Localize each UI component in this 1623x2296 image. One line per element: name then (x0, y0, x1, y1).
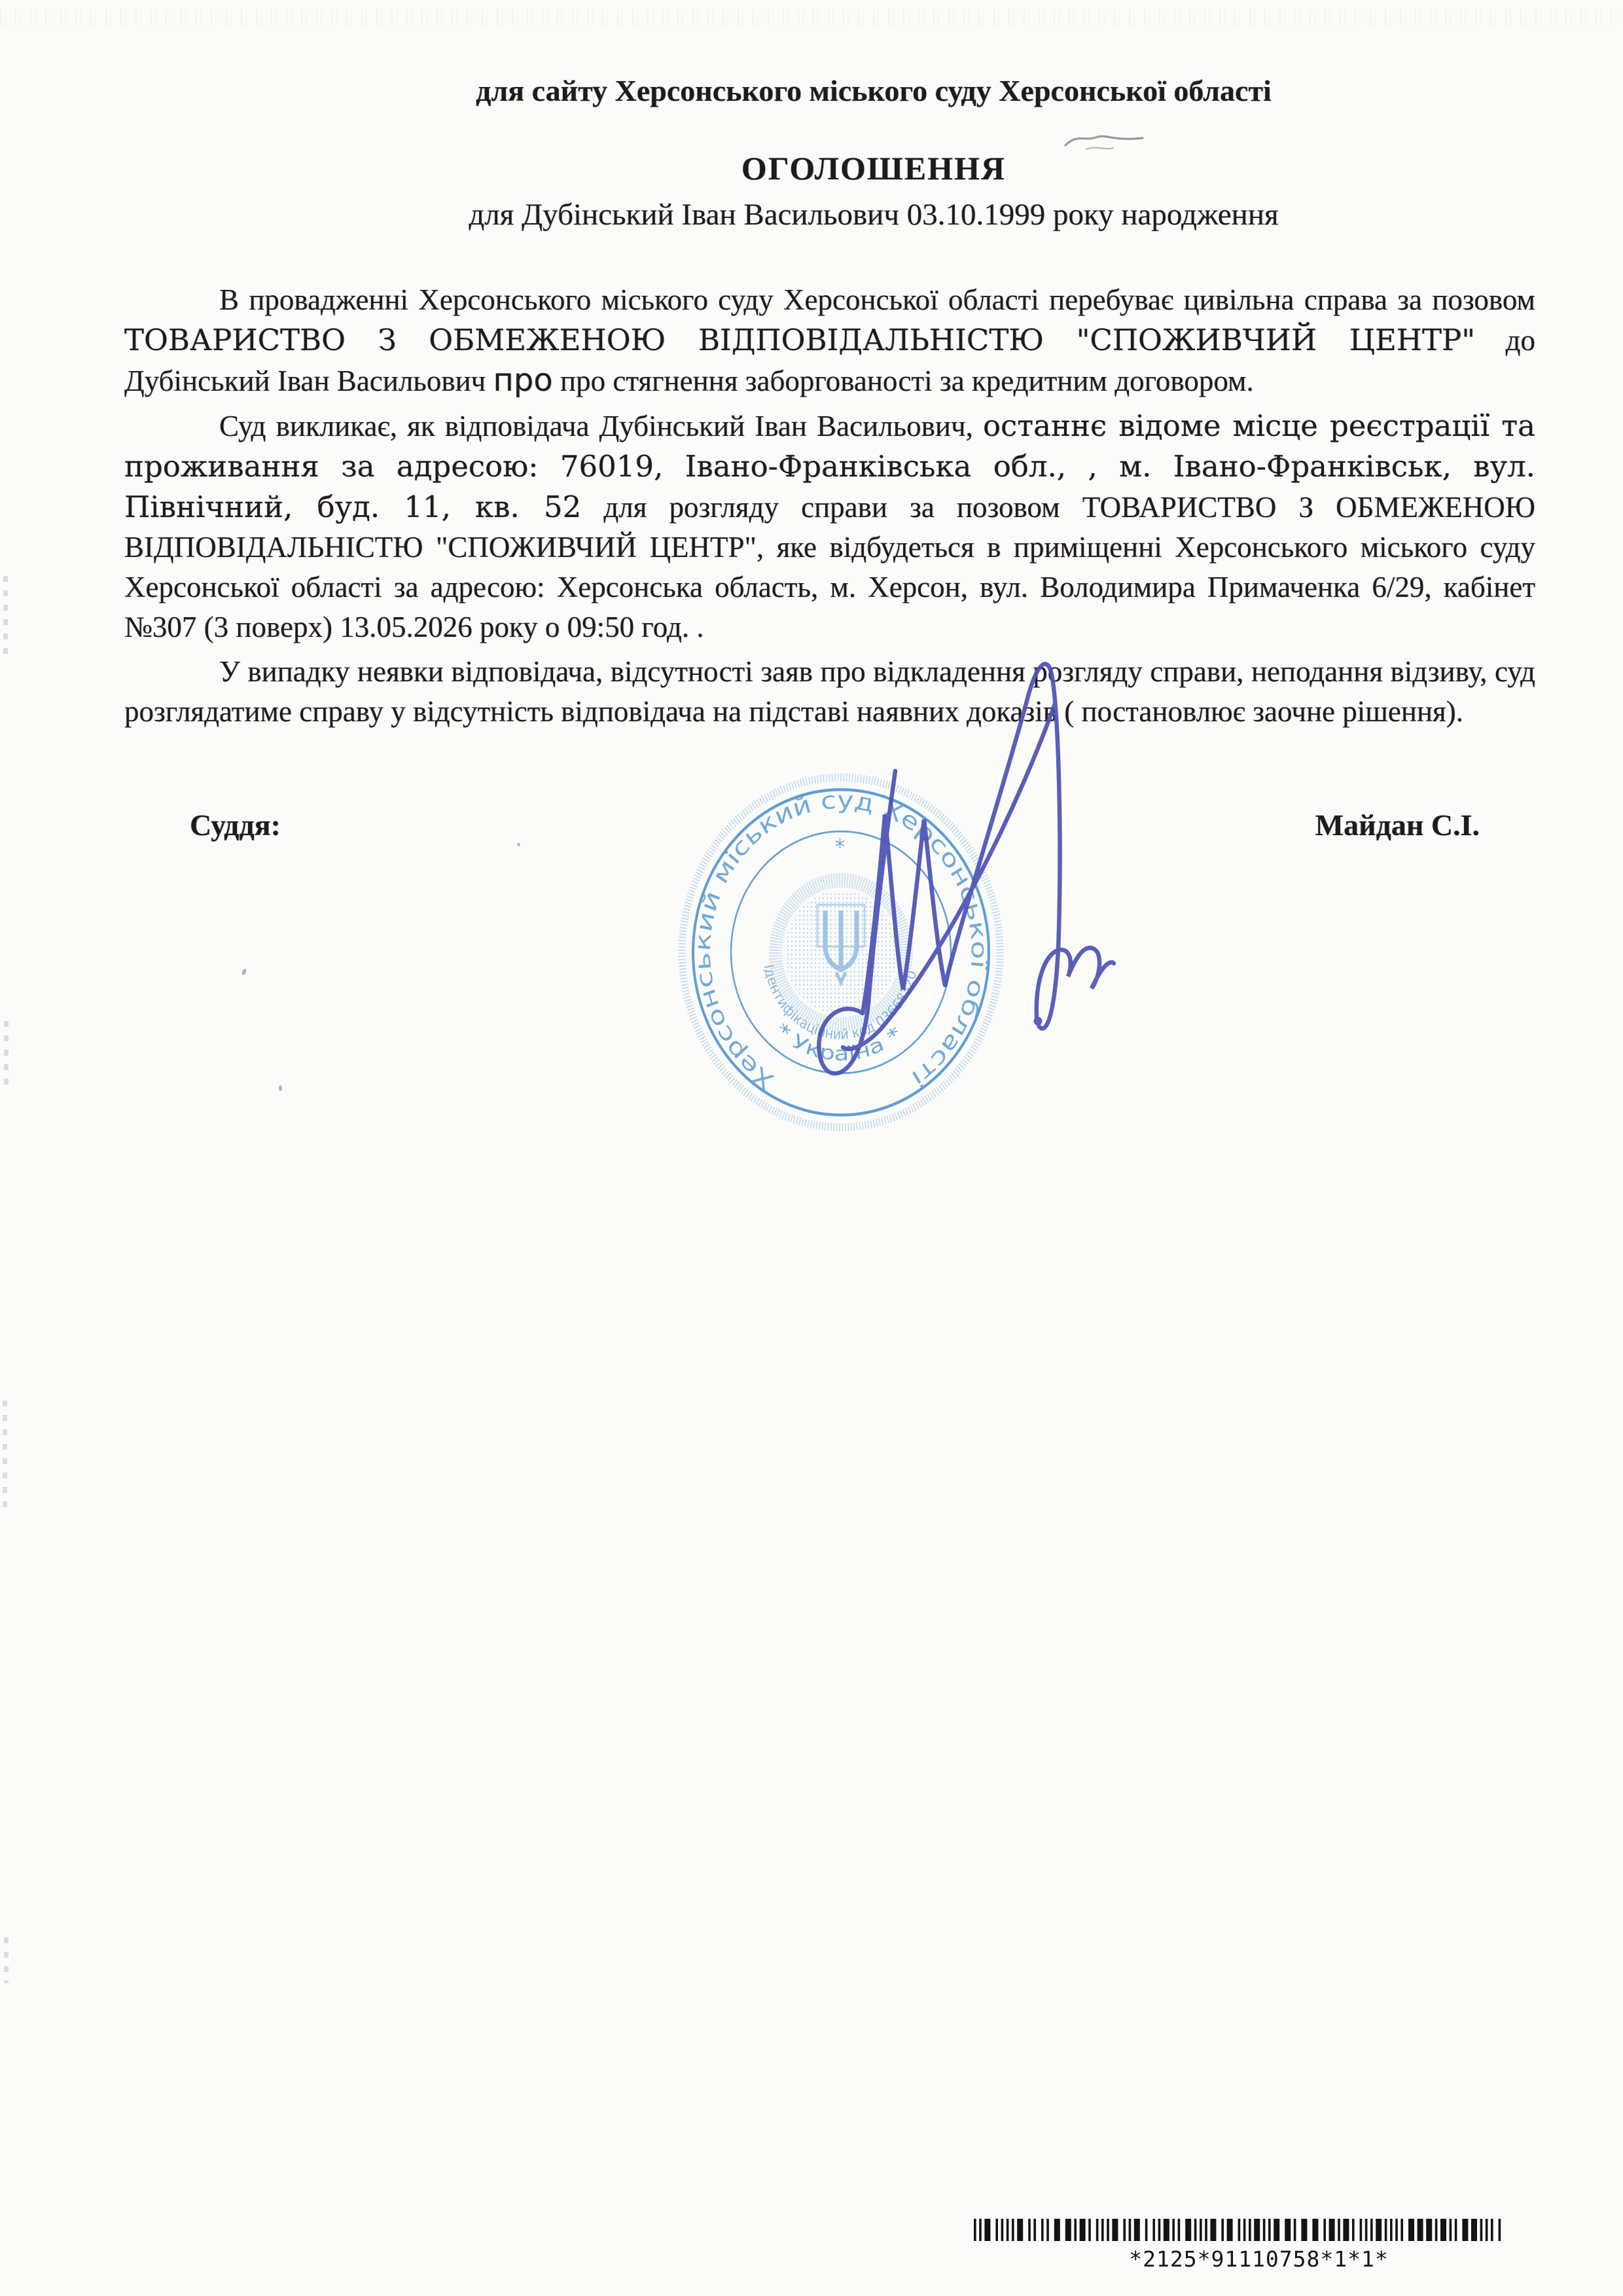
stamp-outer-text: Херсонський міський суд Херсонської області (690, 787, 991, 1095)
connector-text: до (1475, 324, 1535, 357)
paragraph-absence-warning (124, 652, 1535, 732)
signature-stroke (843, 704, 1055, 1049)
scan-speck (517, 843, 520, 846)
addressee-line: для Дубінський Іван Васильович 03.10.1999 року народження (469, 198, 1279, 232)
stamp-inner-code: Ідентифікаційний код 03668320 (761, 963, 920, 1043)
stamp-top-separator: * (835, 835, 845, 860)
case-court-intro: В провадженні Херсонського міського суду Херсонської області перебуває цивільна справа за позовом (219, 283, 1535, 316)
stamp-centre-disc (785, 890, 897, 1014)
signature-stroke (863, 815, 945, 1013)
scan-edge-artifact (3, 1401, 7, 1512)
svg-text:Ідентифікаційний код 03668320 (761, 963, 919, 1043)
svg-text:* Україна * (772, 1018, 905, 1065)
signature-row (124, 808, 1535, 842)
judge-name: Майдан С.І. (1315, 808, 1480, 842)
defendant-address: 76019, Івано-Франківська обл., , м. Івано-Франківськ, вул. Північний, буд. 11, кв. 52 (124, 449, 1535, 524)
plaintiff-name: ТОВАРИСТВО З ОБМЕЖЕНОЮ ВІДПОВІДАЛЬНІСТЮ "СПОЖИВЧИЙ ЦЕНТР" (124, 323, 1476, 357)
barcode (974, 2219, 1507, 2272)
absence-warning-text: У випадку неявки відповідача, відсутності заяв про відкладення розгляду справи, неподання відзиву, суд розглядатиме справу у відсутність відповідача на підставі наявних доказів ( постановлює заочне рішення). (124, 655, 1535, 728)
summons-intro: Суд викликає, як відповідача (219, 410, 599, 442)
residence-intro: останнє відоме місце реєстрації та проживання за адресою: (124, 408, 1535, 484)
barcode-bars (974, 2219, 1501, 2241)
scan-noise-band (0, 9, 1623, 26)
document-body (124, 280, 1535, 736)
pencil-mark (1047, 124, 1165, 164)
announcement-title: ОГОЛОШЕННЯ (741, 150, 1007, 187)
inserted-word: про (493, 362, 553, 399)
scan-speck (241, 968, 247, 975)
scan-edge-artifact (4, 1937, 9, 1983)
signature-ink-blob (1034, 1017, 1043, 1026)
scan-speck (279, 1085, 282, 1091)
stamp-country: * Україна * (772, 1018, 902, 1066)
trident-emblem (817, 905, 865, 982)
header-site-line: для сайту Херсонського міського суду Херсонської області (476, 74, 1272, 107)
paragraph-summons (124, 406, 1535, 647)
defendant-name: Дубінський Іван Васильович (124, 365, 493, 397)
claim-subject: про стягнення заборгованості за кредитним договором. (552, 365, 1254, 397)
stamp-inner-ring (731, 831, 951, 1073)
scan-edge-artifact (4, 1021, 9, 1086)
barcode-label: *2125*91110758*1*1* (1129, 2246, 1389, 2272)
defendant-name: Дубінський Іван Васильович, (599, 410, 983, 442)
paragraph-case-info (124, 280, 1535, 401)
stamp-guilloche-band (776, 880, 906, 1024)
judge-label: Суддя: (190, 808, 281, 842)
hearing-details: для розгляду справи за позовом ТОВАРИСТВО З ОБМЕЖЕНОЮ ВІДПОВІДАЛЬНІСТЮ "СПОЖИВЧИЙ ЦЕНТР", яке відбудеться в приміщенні Херсонського міського суду Херсонської області за адресою: Херсонська область, м. Херсон, вул. Володимира Примаченка 6/29, кабінет №307 (3 поверх) 13.05.2026 року о 09:50 год. . (124, 491, 1535, 643)
scan-edge-artifact (3, 576, 8, 661)
